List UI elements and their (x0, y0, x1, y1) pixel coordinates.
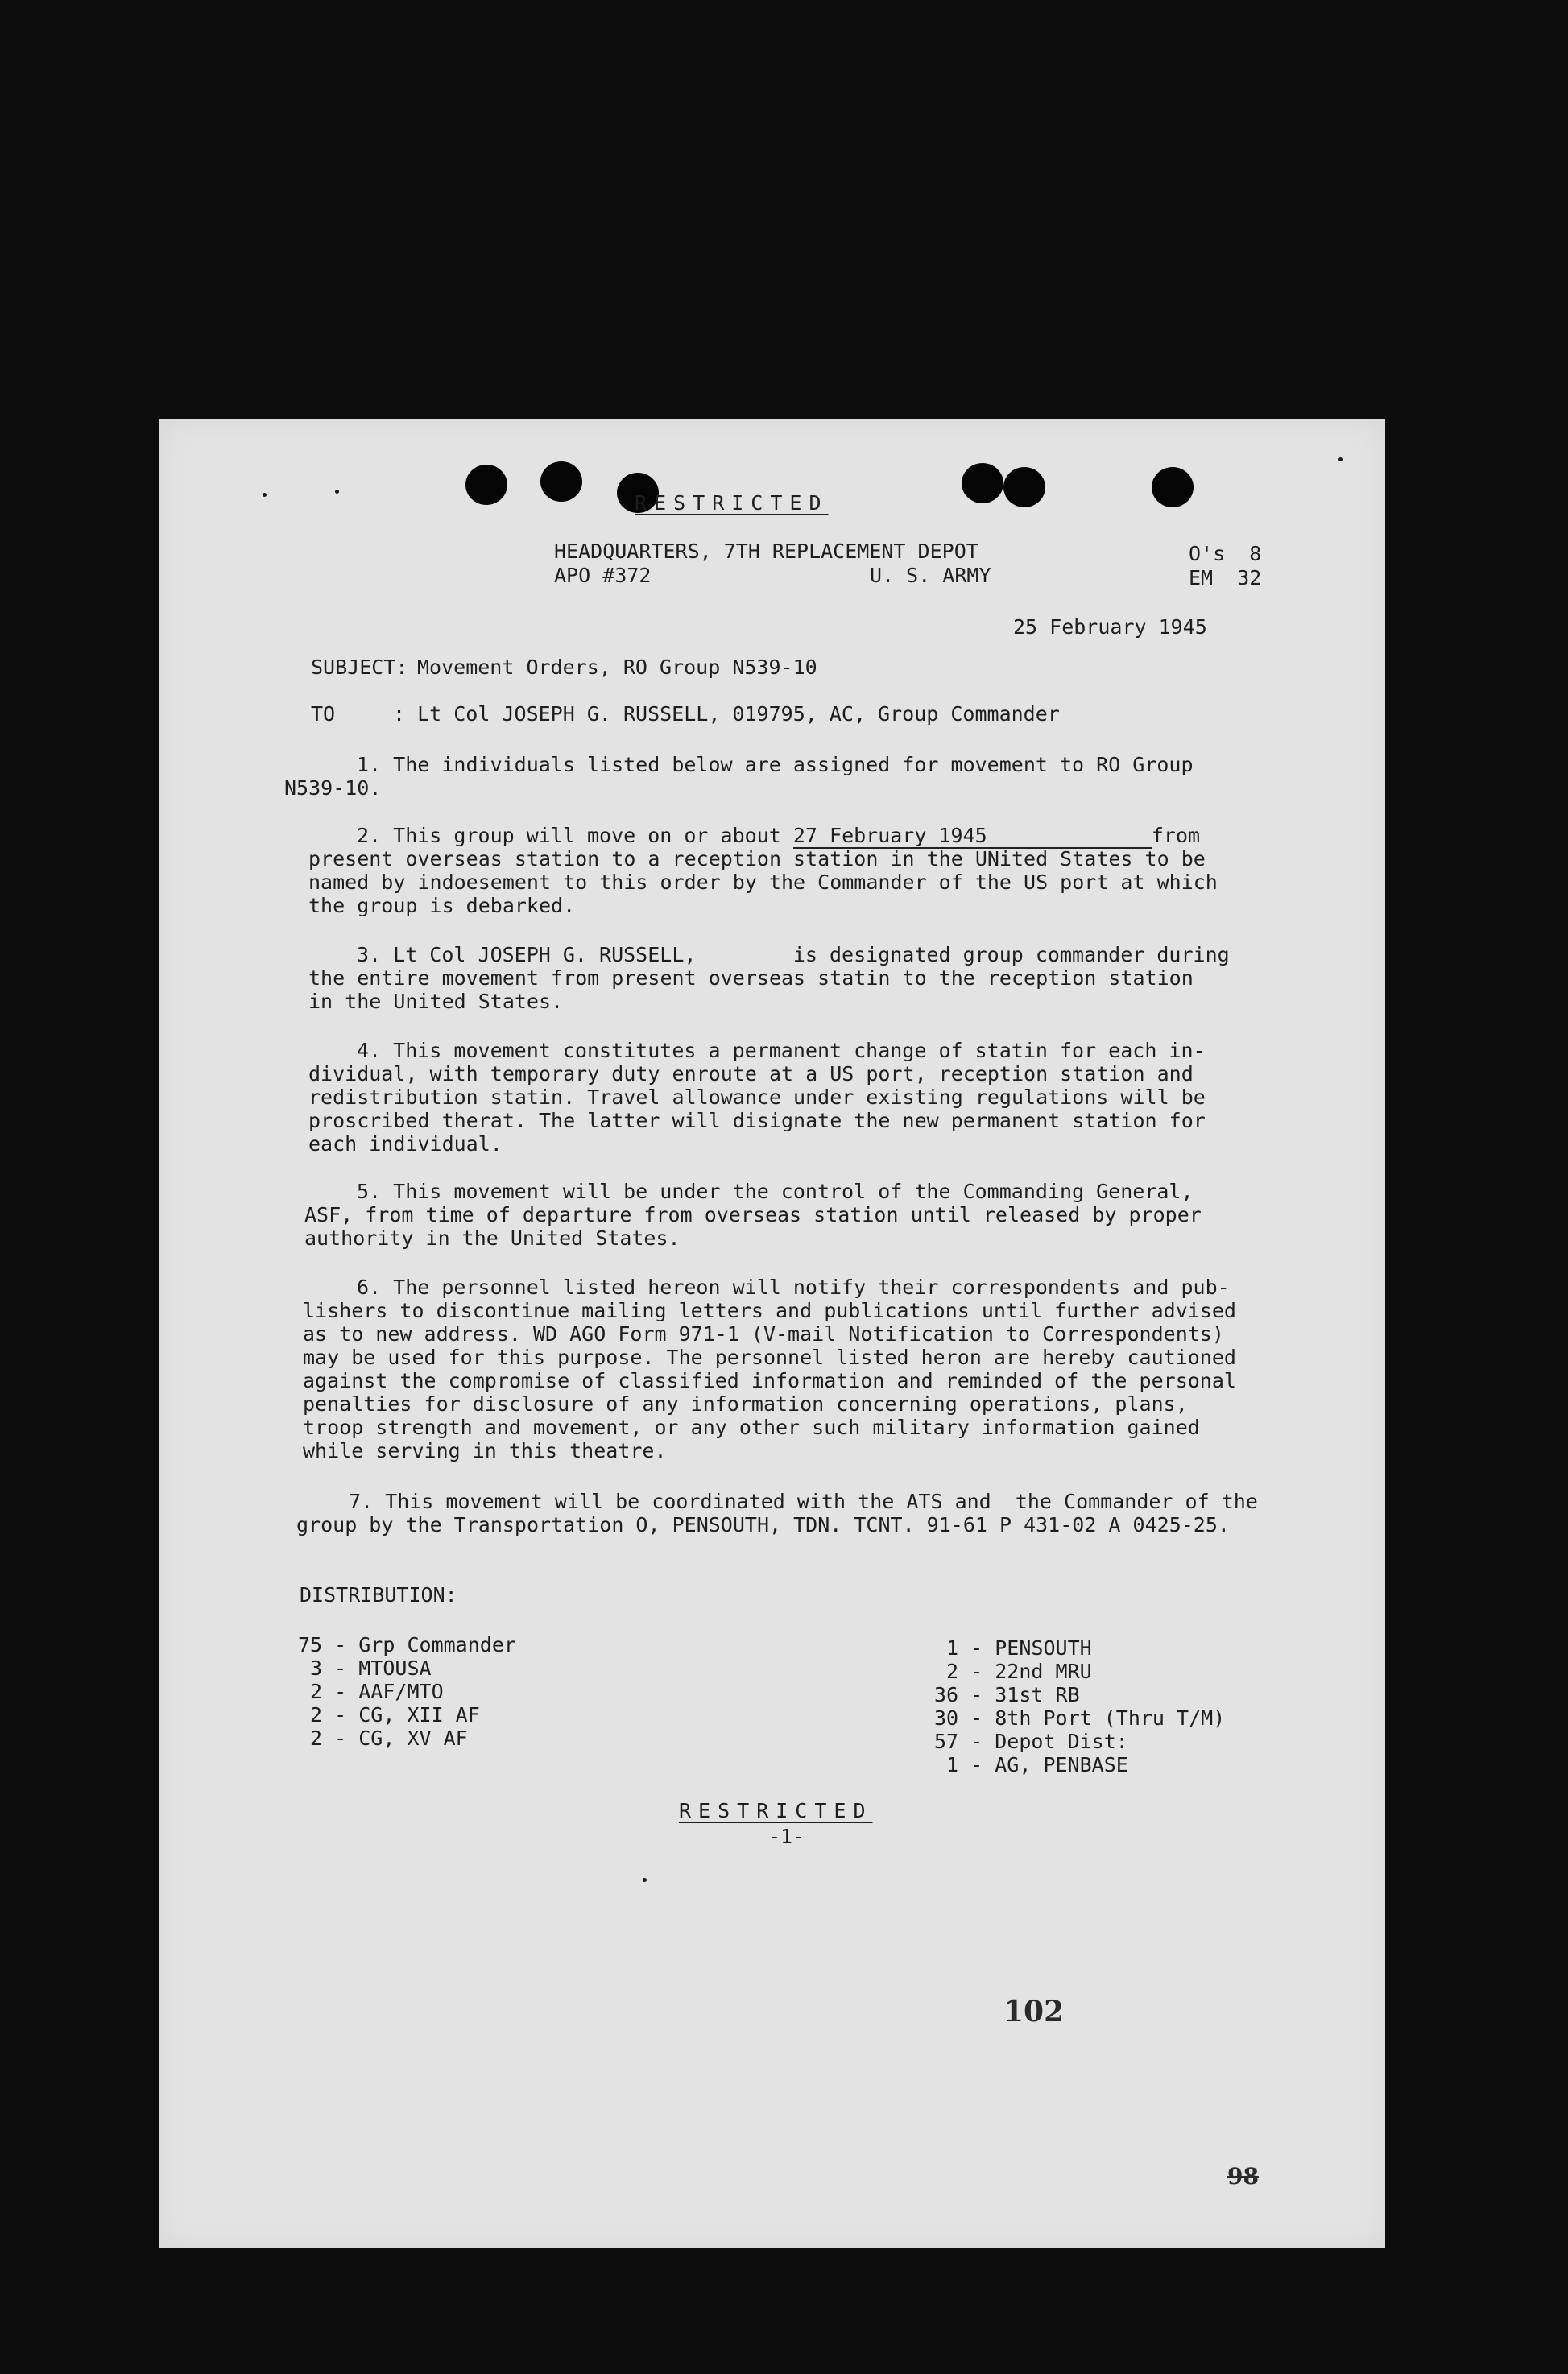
subject-label: SUBJECT: (311, 656, 408, 679)
paragraph-line: while serving in this theatre. (303, 1439, 667, 1462)
punch-hole (962, 463, 1003, 503)
distribution-item: 3 - MTOUSA (298, 1656, 432, 1680)
paragraph-line: in the United States. (308, 990, 564, 1013)
distribution-item: 75 - Grp Commander (298, 1633, 516, 1656)
to-text: : Lt Col JOSEPH G. RUSSELL, 019795, AC, Group Commander (393, 702, 1060, 726)
order-date: 25 February 1945 (1013, 615, 1207, 639)
distribution-item: 2 - AAF/MTO (298, 1680, 444, 1703)
paragraph-line: the entire movement from present overseas statin to the reception station (308, 966, 1194, 990)
distribution-item: 1 - PENSOUTH (934, 1636, 1092, 1660)
distribution-item: 57 - Depot Dist: (934, 1730, 1128, 1753)
paragraph-line: redistribution statin. Travel allowance under existing regulations will be (308, 1086, 1206, 1109)
paragraph-line: 4. This movement constitutes a permanent change of statin for each in- (357, 1039, 1206, 1062)
paragraph-line: 3. Lt Col JOSEPH G. RUSSELL, is designated group commander during (357, 943, 1230, 966)
paragraph-line: named by indoesement to this order by the Commander of the US port at which (308, 871, 1218, 894)
paragraph-line: 1. The individuals listed below are assigned for movement to RO Group (357, 753, 1194, 776)
distribution-item: 2 - CG, XV AF (298, 1727, 468, 1750)
speck (643, 1878, 647, 1882)
paragraph-line: 7. This movement will be coordinated with the ATS and the Commander of the (349, 1490, 1258, 1513)
punch-hole (1003, 467, 1045, 507)
punch-hole (540, 461, 582, 502)
paragraph-line: may be used for this purpose. The personnel listed heron are hereby cautioned (303, 1346, 1236, 1369)
document-page (159, 419, 1385, 2248)
paragraph-line: group by the Transportation O, PENSOUTH, TDN. TCNT. 91-61 P 431-02 A 0425-25. (296, 1513, 1230, 1536)
paragraph-line: 5. This movement will be under the control of the Commanding General, (357, 1180, 1194, 1203)
paragraph-line: ASF, from time of departure from overseas station until released by proper (304, 1203, 1202, 1226)
hq-line-2-left: APO #372 (554, 564, 652, 587)
paragraph-line: lishers to discontinue mailing letters and publications until further advised (303, 1299, 1236, 1322)
speck (335, 490, 339, 494)
corner-number: 98 (1227, 2163, 1259, 2190)
classification-top: RESTRICTED (635, 491, 829, 515)
paragraph-line: as to new address. WD AGO Form 971-1 (V-mail Notification to Correspondents) (303, 1322, 1224, 1346)
officer-count: O's 8 (1189, 542, 1262, 565)
paragraph-line: penalties for disclosure of any information concerning operations, plans, (303, 1392, 1188, 1416)
stamp-number: 102 (1003, 1995, 1065, 2029)
classification-bottom: RESTRICTED (679, 1799, 873, 1822)
distribution-item: 1 - AG, PENBASE (934, 1753, 1128, 1776)
punch-hole (465, 465, 507, 505)
paragraph-line: the group is debarked. (308, 894, 576, 917)
paragraph-line: dividual, with temporary duty enroute at a US port, reception station and (308, 1062, 1194, 1086)
enlisted-count: EM 32 (1189, 566, 1262, 589)
punch-hole (1152, 467, 1194, 507)
to-label: TO (311, 702, 336, 726)
paragraph-line: authority in the United States. (304, 1226, 681, 1250)
distribution-label: DISTRIBUTION: (300, 1583, 457, 1607)
paragraph-line: present overseas station to a reception station in the UNited States to be (308, 847, 1206, 871)
paragraph-line: 2. This group will move on or about 27 February 1945 from (357, 824, 1201, 847)
distribution-item: 36 - 31st RB (934, 1683, 1080, 1706)
distribution-item: 30 - 8th Port (Thru T/M) (934, 1706, 1226, 1730)
distribution-item: 2 - 22nd MRU (934, 1660, 1092, 1683)
subject-text: Movement Orders, RO Group N539-10 (417, 656, 817, 679)
paragraph-line: 6. The personnel listed hereon will notify their correspondents and pub- (357, 1276, 1230, 1299)
hq-line-1: HEADQUARTERS, 7TH REPLACEMENT DEPOT (554, 540, 978, 563)
departure-date-field: 27 February 1945 (793, 824, 1152, 849)
speck (263, 493, 267, 497)
distribution-item: 2 - CG, XII AF (298, 1703, 480, 1727)
paragraph-line: each individual. (308, 1132, 503, 1156)
hq-line-2-right: U. S. ARMY (870, 564, 991, 587)
paragraph-line: proscribed therat. The latter will disignate the new permanent station for (308, 1109, 1206, 1132)
page-number: -1- (768, 1825, 805, 1848)
paragraph-line: N539-10. (284, 776, 382, 800)
paragraph-line: against the compromise of classified information and reminded of the personal (303, 1369, 1236, 1392)
speck (1338, 457, 1343, 461)
paragraph-line: troop strength and movement, or any other such military information gained (303, 1416, 1200, 1439)
